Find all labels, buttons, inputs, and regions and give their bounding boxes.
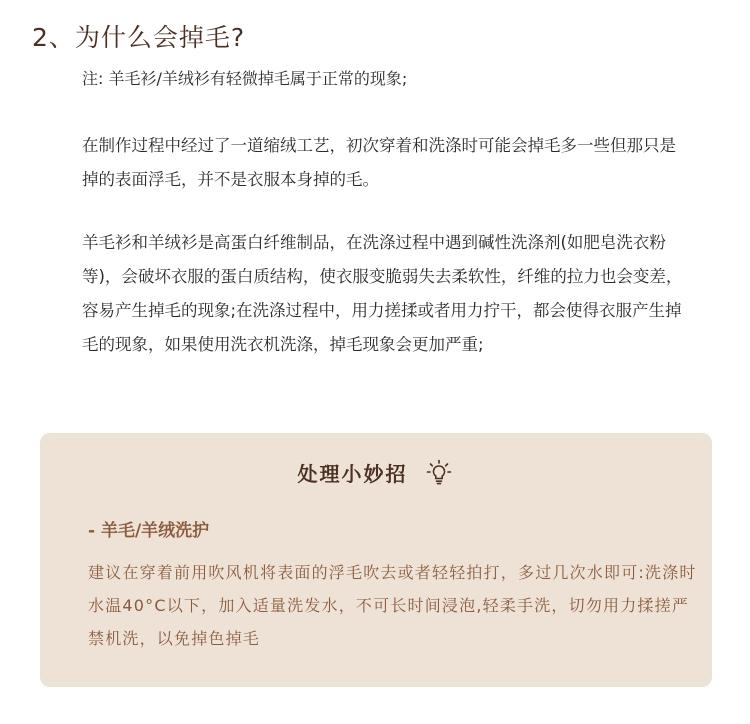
tips-card [40,433,712,687]
lightbulb-icon [424,458,454,493]
tips-body: 建议在穿着前用吹风机将表面的浮毛吹去或者轻轻拍打，多过几次水即可:洗涤时水温40°C以下，加入适量洗发水，不可长时间浸泡,轻柔手洗，切勿用力揉搓严禁机洗，以免掉色掉毛 [88,563,697,648]
paragraph-process: 在制作过程中经过了一道缩绒工艺，初次穿着和洗涤时可能会掉毛多一些但那只是掉的表面浮毛，并不是衣服本身掉的毛。 [82,136,676,189]
paragraph-cause: 羊毛衫和羊绒衫是高蛋白纤维制品，在洗涤过程中遇到碱性洗涤剂(如肥皂洗衣粉等)，会破坏衣服的蛋白质结构，使衣服变脆弱失去柔软性，纤维的拉力也会变差，容易产生掉毛的现象;在洗涤过程中，用力搓揉或者用力拧干，都会使得衣服产生掉毛的现象，如果使用洗衣机洗涤，掉毛现象会更加严重; [82,233,683,354]
tips-subtitle: - 羊毛/羊绒洗护 [88,521,210,541]
tips-title-row [40,458,712,493]
section-heading: 2、为什么会掉毛? [32,23,246,52]
note-text: 注: 羊毛衫/羊绒衫有轻微掉毛属于正常的现象; [82,69,408,88]
tips-title: 处理小妙招 [297,462,408,486]
